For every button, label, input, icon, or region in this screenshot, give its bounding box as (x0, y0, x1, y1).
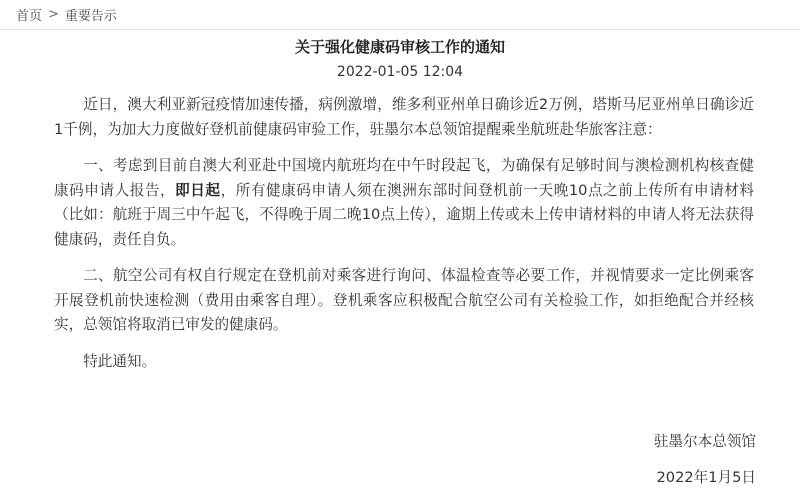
publish-date: 2022-01-05 12:04 (336, 64, 464, 80)
paragraph-item-1-text-b: ，所有健康码申请人须在澳洲东部时间登机前一天晚10点之前上传所有申请材料（比如：航班于周三中午起飞，不得晚于周二晚10点上传），逾期上传或未上传申请材料的申请人将无法获得健康码，责任自负。 (54, 181, 754, 248)
breadcrumb-home-link[interactable]: 首页 (16, 9, 43, 24)
article-body (54, 93, 754, 374)
paragraph-intro: 近日，澳大利亚新冠疫情加速传播，病例激增，维多利亚州单日确诊近2万例，塔斯马尼亚州单日确诊近1千例，为加大力度做好登机前健康码审验工作，驻墨尔本总领馆提醒乘坐航班赴华旅客注意： (54, 96, 754, 138)
breadcrumb-current[interactable]: 重要告示 (64, 9, 117, 24)
page-title: 关于强化健康码审核工作的通知 (294, 38, 505, 56)
signature-date: 2022年1月5日 (656, 469, 756, 486)
paragraph-item-1 (54, 154, 754, 252)
emphasis-effective-immediately: 即日起 (175, 181, 221, 199)
paragraph-item-2: 二、航空公司有权自行规定在登机前对乘客进行询问、体温检查等必要工作，并视情要求一定比例乘客开展登机前快速检测（费用由乘客自理）。登机乘客应积极配合航空公司有关检验工作，如拒绝配合并经核实，总领馆将取消已审发的健康码。 (54, 267, 754, 333)
paragraph-item-1-text-a: 一、考虑到目前自澳大利亚赴中国境内航班均在中午时段起飞，为确保有足够时间与澳检测机构核查健康码申请人报告， (54, 157, 754, 199)
breadcrumb-separator: > (48, 7, 59, 22)
breadcrumb (0, 0, 800, 30)
signature-organization: 驻墨尔本总领馆 (653, 433, 756, 450)
paragraph-closing: 特此通知。 (83, 352, 157, 370)
